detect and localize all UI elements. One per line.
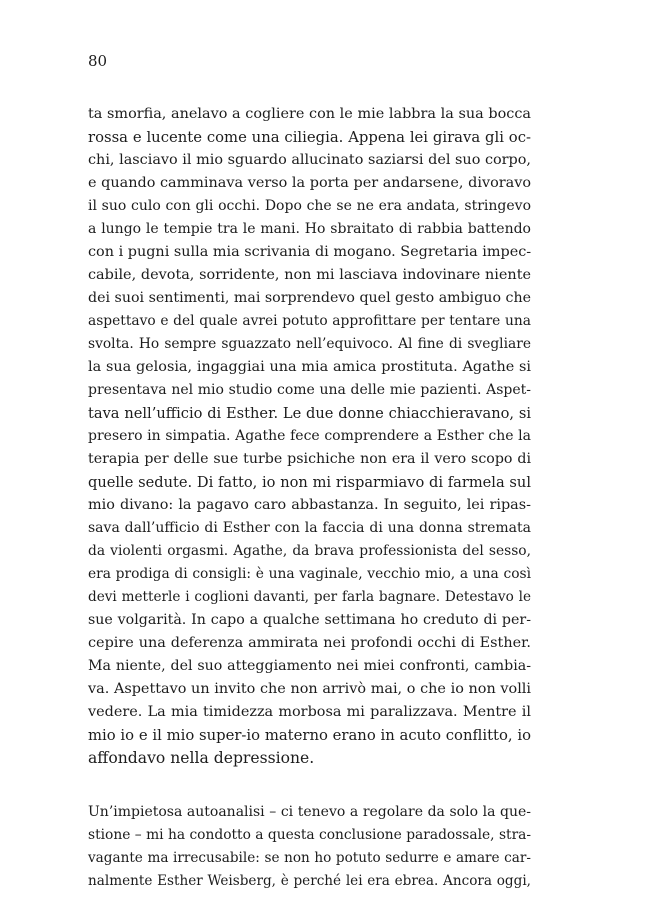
text-line: dei suoi sentimenti, mai sorprendevo quel gesto ambiguo che [88,290,531,306]
text-line: vagante ma irrecusabile: se non ho potuto sedurre e amare car- [88,850,531,866]
text-line: quelle sedute. Di fatto, io non mi risparmiavo di farmela sul [88,474,531,491]
text-line: cepire una deferenza ammirata nei profondi occhi di Esther. [88,635,531,651]
text-line: devi metterle i coglioni davanti, per farla bagnare. Detestavo le [88,589,531,605]
text-line: affondavo nella depressione. [88,749,315,767]
text-line: aspettavo e del quale avrei potuto approfittare per tentare una [88,313,531,329]
text-line: era prodiga di consigli: è una vaginale, vecchio mio, a una così [88,566,531,582]
text-line: il suo culo con gli occhi. Dopo che se ne era andata, stringevo [88,198,531,214]
text-line: e quando camminava verso la porta per andarsene, divoravo [88,175,531,191]
text-line: a lungo le tempie tra le mani. Ho sbraitato di rabbia battendo [88,221,531,237]
text-line: mio divano: la pagavo caro abbastanza. In seguito, lei ripas- [88,497,531,513]
text-line: tava nell’ufficio di Esther. Le due donne chiacchieravano, si [88,405,531,422]
text-line: Un’impietosa autoanalisi – ci tenevo a regolare da solo la que- [88,804,531,820]
text-line: sava dall’ufficio di Esther con la faccia di una donna stremata [88,520,531,536]
text-line: stione – mi ha condotto a questa conclusione paradossale, stra- [88,827,532,843]
text-line: rossa e lucente come una ciliegia. Appena lei girava gli oc- [88,129,531,146]
text-line: Ma niente, del suo atteggiamento nei miei confronti, cambia- [88,658,531,674]
text-line: nalmente Esther Weisberg, è perché lei era ebrea. Ancora oggi, [88,873,531,889]
text-line: ta smorfia, anelavo a cogliere con le mie labbra la sua bocca [88,106,531,122]
text-line: cabile, devota, sorridente, non mi lasciava indovinare niente [88,267,531,283]
text-line: da violenti orgasmi. Agathe, da brava professionista del sesso, [88,543,531,559]
text-line: la sua gelosia, ingaggiai una mia amica prostituta. Agathe si [88,359,531,375]
text-line: sue volgarità. In capo a qualche settimana ho creduto di per- [88,612,531,628]
text-line: vedere. La mia timidezza morbosa mi paralizzava. Mentre il [88,704,531,720]
text-line: mio io e il mio super-io materno erano in acuto conflitto, io [88,727,531,744]
text-line: presero in simpatia. Agathe fece comprendere a Esther che la [88,428,531,444]
text-line: svolta. Ho sempre sguazzato nell’equivoco. Al fine di svegliare [88,336,531,352]
text-line: con i pugni sulla mia scrivania di mogano. Segretaria impec- [88,244,532,260]
text-line: va. Aspettavo un invito che non arrivò mai, o che io non volli [88,681,531,697]
text-line: presentava nel mio studio come una delle mie pazienti. Aspet- [88,382,531,398]
text-line: chi, lasciavo il mio sguardo allucinato saziarsi del suo corpo, [88,152,531,168]
text-line: terapia per delle sue turbe psichiche non era il vero scopo di [88,451,531,467]
page-number: 80 [88,52,108,70]
